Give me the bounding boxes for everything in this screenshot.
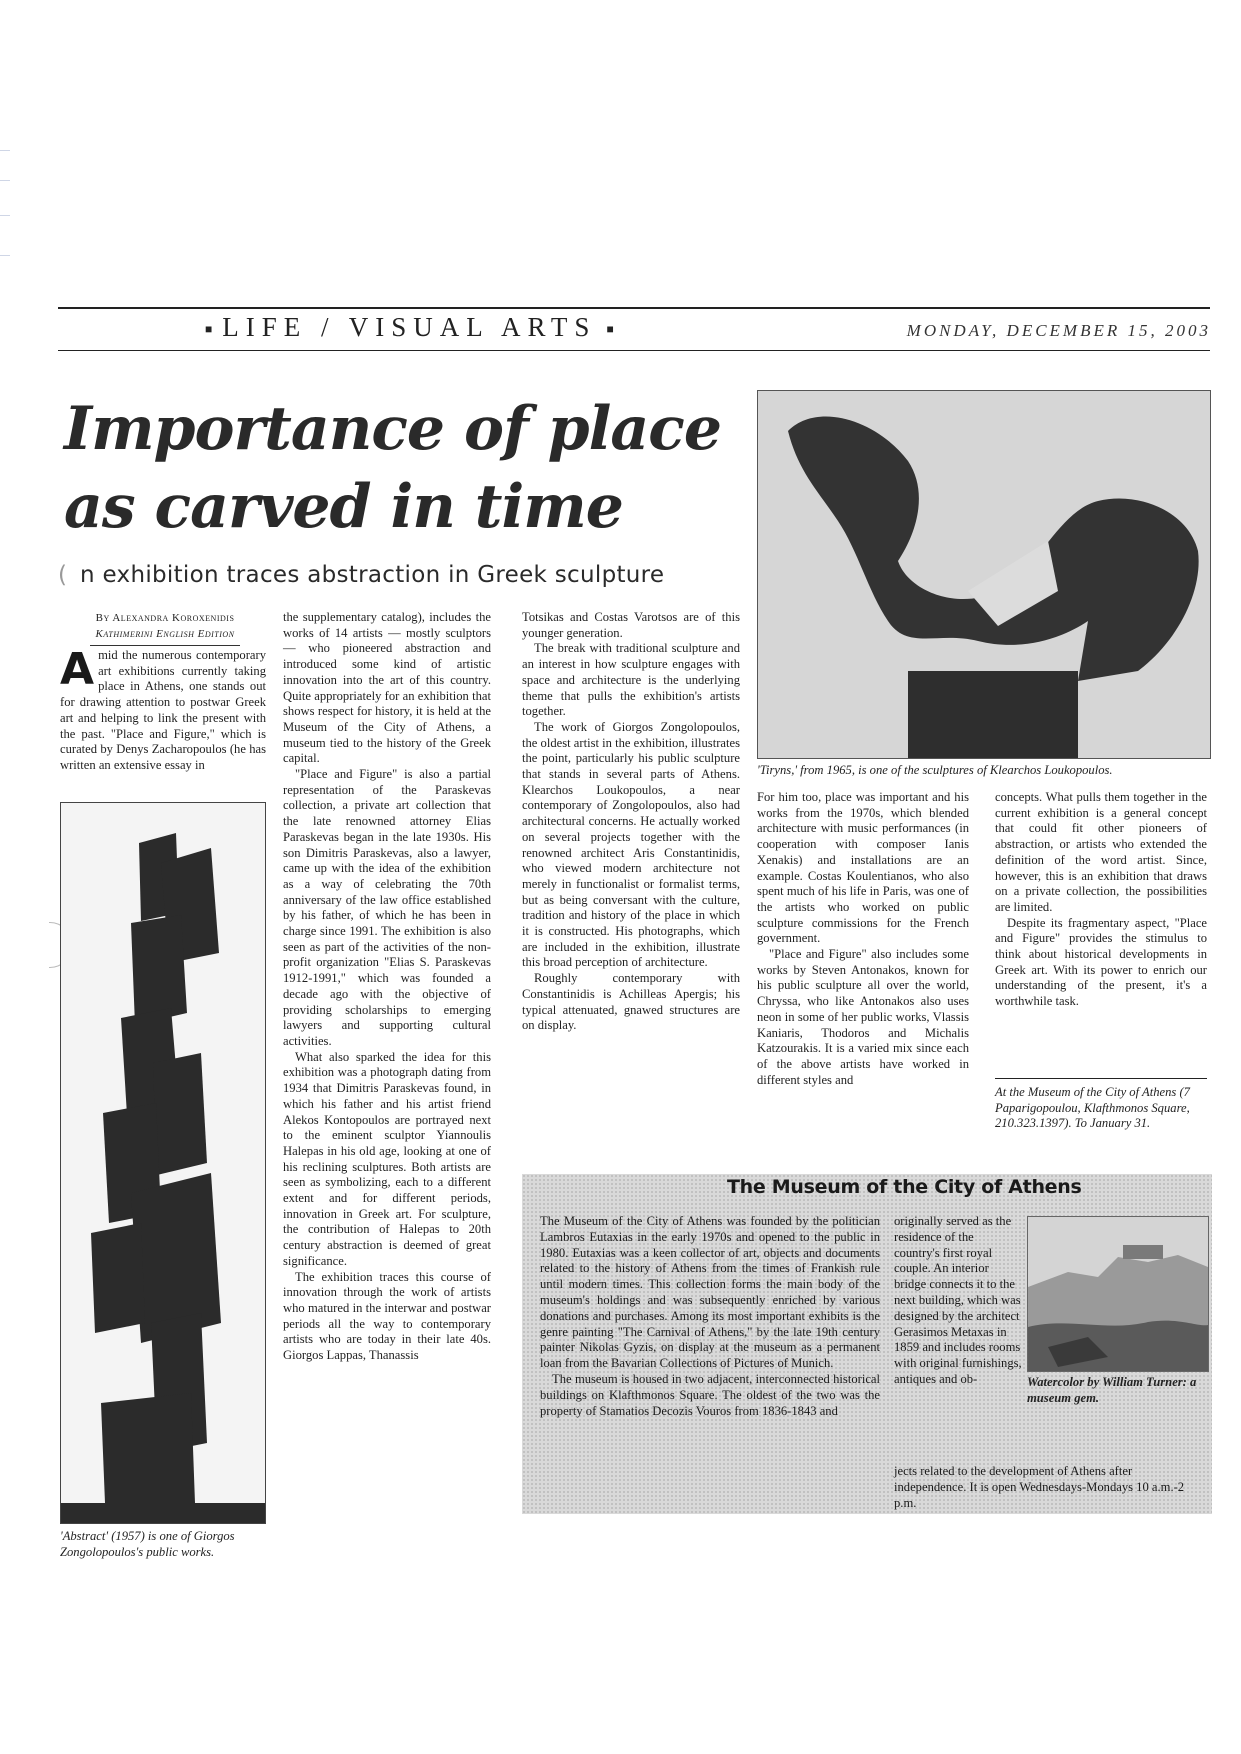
col3-paragraph-2: The break with traditional sculpture and an interest in how sculpture engages with space and architecture is the underlying theme that pulls the exhibition's artists together.	[522, 641, 740, 719]
deck-text: n exhibition traces abstraction in Greek sculpture	[80, 562, 665, 588]
col4-paragraph-2: "Place and Figure" also includes some works by Steven Antonakos, known for his public sculpture all over the world, Chryssa, who like Antonakos also uses neon in some of her public works, Vlassis Kaniaris, Thodoros and Michalis Katzourakis. It is a varied mix since each of the above artists have worked in different styles and	[757, 947, 969, 1087]
section-separator: /	[321, 312, 336, 342]
column-2	[283, 610, 491, 1364]
turner-watercolor-image	[1028, 1217, 1208, 1371]
tiryns-sculpture-image	[758, 391, 1210, 758]
sidebar-col2-text: originally served as the residence of the country's first royal couple. An interior bridge connects it to the next building, which was designed by the architect Gerasimos Metaxas in 1859 and includes rooms with original furnishings, antiques and ob-	[894, 1214, 1022, 1386]
section-header	[195, 312, 624, 343]
sidebar-column-1	[540, 1214, 880, 1419]
col3-paragraph-3: The work of Giorgos Zongolopoulos, the oldest artist in the exhibition, illustrates the point, particularly his public sculpture that stands in several parts of Athens. Klearchos Loukopoulos, a near contemporary of Zongolopoulos, also had architectural concerns. He actually worked on several projects together with the renowned architect Aris Constantinidis, who viewed modern architecture not merely in functionalist or formalist terms, but as being conversant with the culture, tradition and history of the place in which it is constructed. His photographs, which are included in the exhibition, illustrate this broad perception of architecture.	[522, 719, 740, 970]
photo-turner-watercolor	[1027, 1216, 1209, 1372]
col4-paragraph-1: For him too, place was important and his works from the 1970s, which blended architecture with music performances (in cooperation with composer Ianis Xenakis) and installations are an example. Costas Koulentianos, who also spent much of his life in Paris, was one of the artists who worked on public sculpture commissions for the French government.	[757, 790, 969, 946]
header-rule	[58, 350, 1210, 351]
deck: ( n exhibition traces abstraction in Greek sculpture	[58, 562, 665, 588]
col5-paragraph-1: concepts. What pulls them together in the current exhibition is a general concept that could fit other pioneers of abstraction, or artists who extended the definition of the word artist. Since, however, this is an exhibition that draws on a private collection, the possibilities are limited.	[995, 790, 1207, 914]
sidebar-column-2	[894, 1214, 1022, 1388]
byline: By Alexandra Koroxenidis	[95, 612, 235, 624]
photo-abstract-sculpture	[60, 802, 266, 1524]
sidebar-title: The Museum of the City of Athens	[727, 1176, 1082, 1198]
section-mark-left: ■	[205, 322, 213, 337]
caption-tiryns: 'Tiryns,' from 1965, is one of the sculptures of Klearchos Loukopoulos.	[757, 763, 1113, 777]
sidebar-bottom-text: jects related to the development of Athens after independence. It is open Wednesdays-Mondays 10 a.m.-2 p.m.	[894, 1464, 1185, 1510]
dateline: MONDAY, DECEMBER 15, 2003	[906, 321, 1211, 340]
col1-text: mid the numerous contemporary art exhibitions currently taking place in Athens, one stands out for drawing attention to postwar Greek art and helping to link the present with the past. "Place and Figure," which is curated by Denys Zacharopoulos (he has written an extensive essay in	[60, 648, 266, 772]
col2-paragraph-3: What also sparked the idea for this exhibition was a photograph dating from 1934 that Dimitris Paraskevas found, in which his father and his artist friend Alekos Kontopoulos are portrayed next to the eminent sculptor Yiannoulis Halepas in his old age, looking at one of his reclining sculptures. Both artists are seen as symbolizing, each to a different extent and for different periods, innovation in Greek art. For sculpture, the contribution of Halepas to 20th century abstraction is deemed of great significance.	[283, 1049, 491, 1268]
byline-block	[60, 610, 270, 646]
top-rule	[58, 307, 1210, 309]
column-3	[522, 610, 740, 1034]
section-mark-right: ■	[606, 322, 614, 337]
caption-abstract: 'Abstract' (1957) is one of Giorgos Zongolopoulos's public works.	[60, 1529, 235, 1559]
column-4	[757, 790, 969, 1088]
drop-cap: A	[60, 644, 95, 695]
exhibition-info: At the Museum of the City of Athens (7 Paparigopoulou, Klafthmonos Square, 210.323.1397). To January 31.	[995, 1085, 1190, 1131]
col2-paragraph-2: "Place and Figure" is also a partial representation of the Paraskevas collection, a private art collection that the late renowned attorney Elias Paraskevas began in the late 1930s. His son Dimitris Paraskevas, also a lawyer, came up with the idea of the exhibition as a way of celebrating the 70th anniversary of the law office established by his father, of which he has been in charge since 1991. The exhibition is also seen as part of the activities of the non-profit organization "Elias S. Paraskevas 1912-1991," which was founded a decade ago with the objective of providing scholarships to emerging lawyers and supporting cultural activities.	[283, 767, 491, 1048]
sidebar-paragraph-1: The Museum of the City of Athens was founded by the politician Lambros Eutaxias in the early 1970s and opened to the public in 1980. Eutaxias was a keen collector of art, objects and documents related to the history of Athens from the times of Frankish rule until modern times. This collection forms the main body of the museum's holdings and was subsequently enriched by various donations and purchases. Among its most important exhibits is the genre painting "The Carnival of Athens," by the late 19th century painter Nikolas Gyzis, on display at the museum as a permanent loan from the Bavarian Collections of Pictures of Munich.	[540, 1214, 880, 1371]
col3-paragraph-1: Totsikas and Costas Varotsos are of this younger generation.	[522, 610, 740, 640]
abstract-sculpture-image	[61, 803, 265, 1523]
headline: Importance of place as carved in time	[64, 394, 721, 542]
col2-paragraph-1: the supplementary catalog), includes the works of 14 artists — mostly sculptors — who pioneered abstraction and introduced some kind of artistic innovation into the art of this country. Quite appropriately for an exhibition that shows respect for history, it is held at the Museum of the City of Athens, a museum tied to the history of the Greek capital.	[283, 610, 491, 766]
caption-watercolor: Watercolor by William Turner: a museum gem.	[1027, 1375, 1197, 1405]
col5-paragraph-2: Despite its fragmentary aspect, "Place and Figure" provides the stimulus to think about historical developments in Greek art. With its power to enrich our understanding of the present, it's a worthwhile task.	[995, 915, 1207, 1009]
column-5	[995, 790, 1207, 1010]
sidebar-paragraph-2: The museum is housed in two adjacent, interconnected historical buildings on Klafthmonos Square. The oldest of the two was the property of Stamatios Decozis Vouros from 1836-1843 and	[540, 1371, 880, 1418]
col3-paragraph-4: Roughly contemporary with Constantinidis is Achilleas Apergis; his typical attenuated, gnawed structures are on display.	[522, 971, 740, 1033]
byline-outlet: Kathimerini English Edition	[95, 628, 235, 640]
column-1	[60, 644, 266, 774]
subsection-name: VISUAL ARTS	[348, 312, 597, 342]
col2-paragraph-4: The exhibition traces this course of innovation through the work of artists who matured in the interwar and postwar periods all the way to contemporary artists who are today in their late 40s. Giorgos Lappas, Thanassis	[283, 1269, 491, 1363]
sidebar-bottom	[894, 1464, 1204, 1511]
photo-tiryns-sculpture	[757, 390, 1211, 759]
sidebar-box	[522, 1174, 1212, 1514]
info-rule	[995, 1078, 1207, 1079]
section-name: LIFE	[222, 312, 308, 342]
